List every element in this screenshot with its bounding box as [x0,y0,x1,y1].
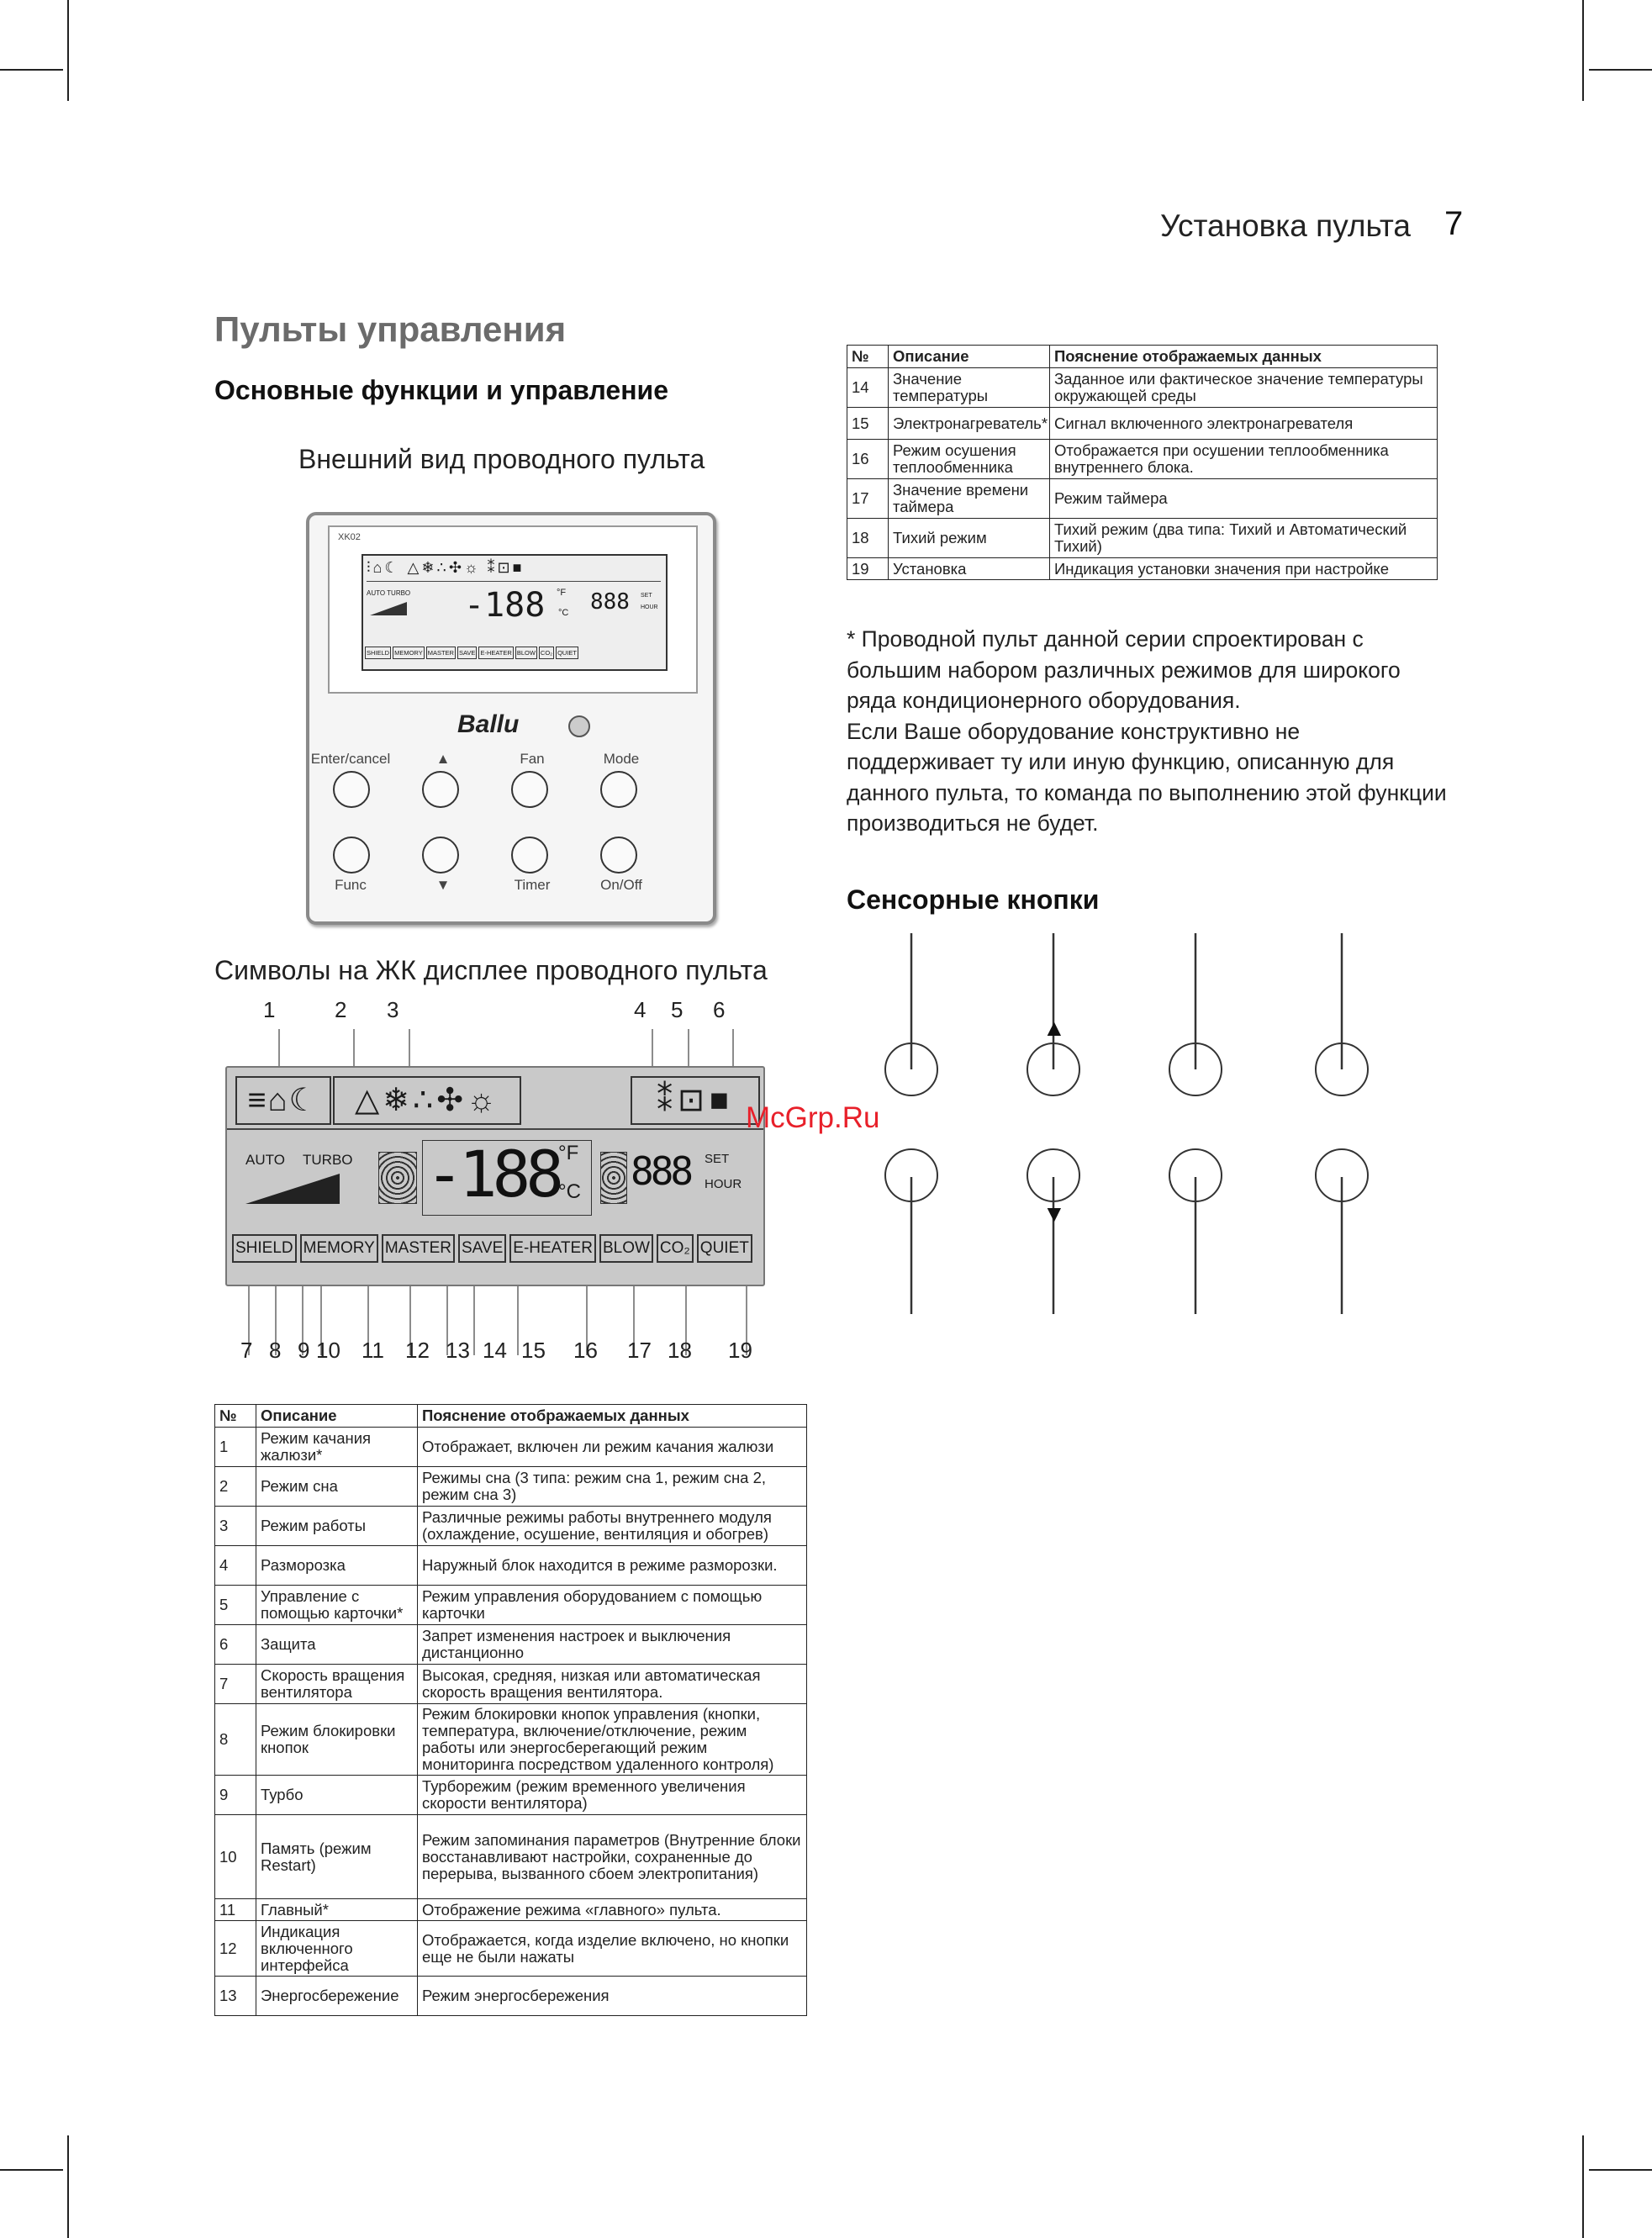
cell-explanation: Отображает, включен ли режим качания жалюзи [418,1428,807,1467]
table-row [847,368,1438,408]
enter-cancel-button[interactable] [333,771,370,808]
callout-number: 11 [362,1338,384,1363]
touch-buttons-title: Сенсорные кнопки [847,884,1100,915]
symbols-table-right [847,345,1438,580]
lcd-memory: MEMORY [300,1234,378,1263]
cell-explanation: Турборежим (режим временного увеличения скорости вентилятора) [418,1776,807,1815]
lcd-set: SET [705,1152,730,1166]
cell-explanation: Тихий режим (два типа: Тихий и Автоматический Тихий) [1050,519,1438,558]
lcd-shield: SHIELD [232,1234,297,1263]
cell-number: 6 [215,1625,256,1665]
lock-icon: ■ [709,1083,734,1118]
touch-button[interactable] [1315,1042,1369,1096]
lcd-bottom-row [232,1234,752,1263]
lcd-group-mode [333,1076,521,1125]
cell-number: 13 [215,1977,256,2016]
table-row [215,1428,807,1467]
callout-number: 2 [335,997,347,1022]
lcd-icon-row [367,559,661,582]
fan-icon: ✣ [436,1083,467,1118]
touch-button[interactable] [1315,1148,1369,1202]
touch-button-up[interactable] [1027,1042,1080,1096]
sun-icon: ☼ [467,1083,499,1118]
up-arrow-icon: ▲ [1042,1015,1066,1041]
cell-explanation: Запрет изменения настроек и выключения дистанционно [418,1625,807,1665]
callout-number: 12 [405,1338,430,1363]
lcd-timer: 888 [631,1148,691,1194]
cell-explanation: Режимы сна (3 типа: режим сна 1, режим сна 2, режим сна 3) [418,1467,807,1507]
down-arrow-icon: ▼ [1042,1201,1066,1227]
cell-number: 19 [847,558,889,580]
col-expl: Пояснение отображаемых данных [1050,346,1438,368]
cell-description: Тихий режим [889,519,1050,558]
lcd-master: MASTER [382,1234,455,1263]
model-label: XK02 [338,532,361,542]
cell-explanation: Индикация установки значения при настройке [1050,558,1438,580]
down-label: ▼ [435,877,451,893]
enter-cancel-label: Enter/cancel [310,751,391,767]
lcd-bottom-row [365,647,662,659]
sleep-icon: ☾ [384,559,401,576]
up-button[interactable] [422,771,459,808]
cell-number: 18 [847,519,889,558]
table-row [215,1467,807,1507]
cell-description: Индикация включенного интерфейса [256,1921,418,1977]
table-row [215,1977,807,2016]
cell-description: Режим блокировки кнопок [256,1704,418,1776]
table-row [215,1921,807,1977]
cell-explanation: Режим таймера [1050,479,1438,519]
timer-label: Timer [514,877,551,893]
lcd-unit-f: °F [558,1142,579,1164]
touch-buttons-diagram [874,925,1412,1328]
lcd-co2: CO₂ [657,1234,694,1263]
page-number: 7 [1444,205,1464,242]
lcd-unit-c: °C [558,1180,581,1203]
fan-speed-bar-icon [370,602,407,615]
card-icon: ⊡ [678,1083,710,1118]
cell-description: Защита [256,1625,418,1665]
cell-description: Установка [889,558,1050,580]
fan-icon: ✣ [448,559,465,576]
cell-number: 14 [847,368,889,408]
lcd-e-heater: E-HEATER [509,1234,596,1263]
cell-number: 17 [847,479,889,519]
crop-mark [0,69,63,71]
lcd-master: MASTER [426,647,456,659]
lcd-quiet: QUIET [697,1234,752,1263]
symbols-table-left [214,1404,807,2016]
table-row [215,1546,807,1586]
touch-button[interactable] [1169,1148,1222,1202]
cell-explanation: Режим блокировки кнопок управления (кнопки, температура, включение/отключение, режим работы или энергосберегающий режим мониторинга посредством удаленного контроля) [418,1704,807,1776]
table-row [847,440,1438,479]
callout-number: 6 [713,997,726,1022]
crop-mark [67,2135,69,2238]
remote-screen-frame [328,525,698,694]
on-off-label: On/Off [600,877,642,893]
down-button[interactable] [422,837,459,874]
callout-number: 9 [298,1338,310,1363]
cell-description: Память (режим Restart) [256,1815,418,1899]
cell-number: 3 [215,1507,256,1546]
footnote [847,624,1452,839]
page-title: Пульты управления [214,309,567,349]
cell-explanation: Режим запоминания параметров (Внутренние блоки восстанавливают настройки, сохраненные до перерыва, вызванного сбоем электропитания) [418,1815,807,1899]
callout-number: 14 [483,1338,507,1363]
table-row [215,1704,807,1776]
lcd-blow: BLOW [599,1234,653,1263]
sleep-icon: ☾ [288,1083,319,1118]
cell-explanation: Сигнал включенного электронагревателя [1050,408,1438,440]
dry-icon: ∴ [413,1083,437,1118]
defrost-icon: ⁑ [657,1083,678,1118]
fan-speed-bar-icon [245,1174,340,1204]
lcd-save: SAVE [458,1234,506,1263]
cell-number: 7 [215,1665,256,1704]
cell-number: 9 [215,1776,256,1815]
lcd-group-status [631,1076,760,1125]
crop-mark [1582,0,1584,101]
cell-explanation: Высокая, средняя, низкая или автоматическая скорость вращения вентилятора. [418,1665,807,1704]
cell-number: 11 [215,1899,256,1921]
cell-description: Режим осушения теплообменника [889,440,1050,479]
callout-number: 4 [634,997,647,1022]
fan-label: Fan [520,751,545,767]
lcd-temperature: -188 [425,1137,560,1211]
col-no: № [215,1405,256,1428]
cool-mode-icon: △ [407,559,422,576]
callout-number: 7 [240,1338,253,1363]
timer-button[interactable] [511,837,548,874]
lcd-blow: BLOW [515,647,537,659]
table-row [215,1815,807,1899]
cell-number: 4 [215,1546,256,1586]
lcd-co2: CO₂ [539,647,554,659]
touch-button[interactable] [884,1148,938,1202]
touch-button-down[interactable] [1027,1148,1080,1202]
table-row [847,519,1438,558]
table-row [215,1586,807,1625]
table-row [215,1507,807,1546]
mode-button[interactable] [600,771,637,808]
table-row [215,1665,807,1704]
cell-explanation: Режим энергосбережения [418,1977,807,2016]
func-button[interactable] [333,837,370,874]
cell-description: Значение времени таймера [889,479,1050,519]
cell-explanation: Заданное или фактическое значение температуры окружающей среды [1050,368,1438,408]
running-header: Установка пульта [1160,208,1411,243]
brand-logo: Ballu [457,710,520,738]
heater-indicator-icon [600,1152,627,1204]
cell-explanation: Режим управления оборудованием с помощью карточки [418,1586,807,1625]
lcd-symbols-diagram [225,997,772,1367]
cell-number: 5 [215,1586,256,1625]
lcd-unit-c: °C [558,608,569,618]
callout-number: 8 [269,1338,282,1363]
cell-number: 15 [847,408,889,440]
col-no: № [847,346,889,368]
lcd-set: SET [641,593,652,599]
crop-mark [0,2169,63,2171]
callout-number: 13 [446,1338,470,1363]
swing-icon: ⫶ [367,559,373,576]
table-row [215,1899,807,1921]
cell-number: 8 [215,1704,256,1776]
cell-description: Значение температуры [889,368,1050,408]
touch-button[interactable] [1169,1042,1222,1096]
up-label: ▲ [435,751,451,767]
lcd-auto-turbo: AUTO TURBO [367,589,411,597]
cell-description: Режим сна [256,1467,418,1507]
lcd-temperature: -188 [464,586,546,625]
cell-description: Главный* [256,1899,418,1921]
table-row [215,1776,807,1815]
home-icon: ⌂ [267,1083,289,1118]
snowflake-icon: ❄ [421,559,437,576]
defrost-icon: ⁑ [487,559,498,576]
table-row [847,558,1438,580]
touch-button[interactable] [884,1042,938,1096]
lcd-unit-f: °F [557,588,567,598]
cell-description: Разморозка [256,1546,418,1586]
indoor-indicator-icon [378,1152,417,1204]
lcd-quiet: QUIET [556,647,578,659]
lcd-divider [227,1128,763,1130]
card-icon: ⊡ [497,559,513,576]
col-expl: Пояснение отображаемых данных [418,1405,807,1428]
lcd-timer: 888 [590,589,630,615]
cell-description: Скорость вращения вентилятора [256,1665,418,1704]
callout-number: 3 [387,997,399,1022]
remote-lcd [362,554,668,671]
cell-explanation: Наружный блок находится в режиме разморозки. [418,1546,807,1586]
on-off-button[interactable] [600,837,637,874]
cell-description: Электронагреватель* [889,408,1050,440]
dry-icon: ∴ [436,559,449,576]
lcd-save: SAVE [457,647,477,659]
footnote-paragraph: Если Ваше оборудование конструктивно не поддерживает ту или иную функцию, описанную для данного пульта, то команда по выполнению этой функции производиться не будет. [847,718,1447,836]
table-row [215,1625,807,1665]
lcd-memory: MEMORY [393,647,425,659]
cell-explanation: Отображается, когда изделие включено, но кнопки еще не были нажаты [418,1921,807,1977]
snowflake-icon: ❄ [383,1083,414,1118]
crop-mark [67,0,69,101]
lock-icon: ■ [512,559,525,576]
table-row [847,479,1438,519]
cool-mode-icon: △ [355,1083,383,1118]
wired-remote-illustration [306,512,716,925]
cell-explanation: Различные режимы работы внутреннего модуля (охлаждение, осушение, вентиляция и обогрев) [418,1507,807,1546]
lcd-auto: AUTO [245,1152,285,1168]
sun-icon: ☼ [464,559,481,576]
lcd-e-heater: E-HEATER [478,647,513,659]
col-desc: Описание [889,346,1050,368]
cell-number: 2 [215,1467,256,1507]
table-header-row [847,346,1438,368]
section-subtitle: Основные функции и управление [214,375,668,405]
lcd-group-1 [235,1076,331,1125]
cell-description: Турбо [256,1776,418,1815]
cell-number: 10 [215,1815,256,1899]
cell-explanation: Отображается при осушении теплообменника внутреннего блока. [1050,440,1438,479]
callout-number: 1 [263,997,276,1022]
col-desc: Описание [256,1405,418,1428]
table-row [847,408,1438,440]
mode-label: Mode [603,751,640,767]
cell-explanation: Отображение режима «главного» пульта. [418,1899,807,1921]
callout-number: 15 [521,1338,546,1363]
footnote-paragraph: * Проводной пульт данной серии спроектирован с большим набором различных режимов для широкого ряда кондиционерного оборудования. [847,626,1401,713]
home-icon: ⌂ [372,559,385,576]
crop-mark [1589,69,1652,71]
cell-number: 1 [215,1428,256,1467]
cell-description: Режим качания жалюзи* [256,1428,418,1467]
lcd-shield: SHIELD [365,647,391,659]
func-label: Func [335,877,367,893]
crop-mark [1582,2135,1584,2238]
callout-number: 17 [627,1338,652,1363]
cell-description: Управление с помощью карточки* [256,1586,418,1625]
callout-number: 5 [671,997,683,1022]
lcd-hour: HOUR [705,1177,742,1191]
callout-number: 19 [728,1338,752,1363]
lcd-caption: Символы на ЖК дисплее проводного пульта [214,955,768,985]
callout-number: 18 [668,1338,692,1363]
cell-number: 12 [215,1921,256,1977]
table-header-row [215,1405,807,1428]
cell-number: 16 [847,440,889,479]
cell-description: Режим работы [256,1507,418,1546]
swing-icon: ≡ [247,1083,268,1118]
fan-button[interactable] [511,771,548,808]
crop-mark [1589,2169,1652,2171]
lcd-panel [225,1066,765,1286]
callout-number: 10 [316,1338,340,1363]
remote-caption: Внешний вид проводного пульта [298,444,705,474]
cell-description: Энергосбережение [256,1977,418,2016]
lcd-hour: HOUR [641,604,658,610]
callout-number: 16 [573,1338,598,1363]
lcd-turbo: TURBO [303,1152,353,1168]
indicator-led [568,715,590,737]
watermark: McGrp.Ru [746,1101,880,1134]
